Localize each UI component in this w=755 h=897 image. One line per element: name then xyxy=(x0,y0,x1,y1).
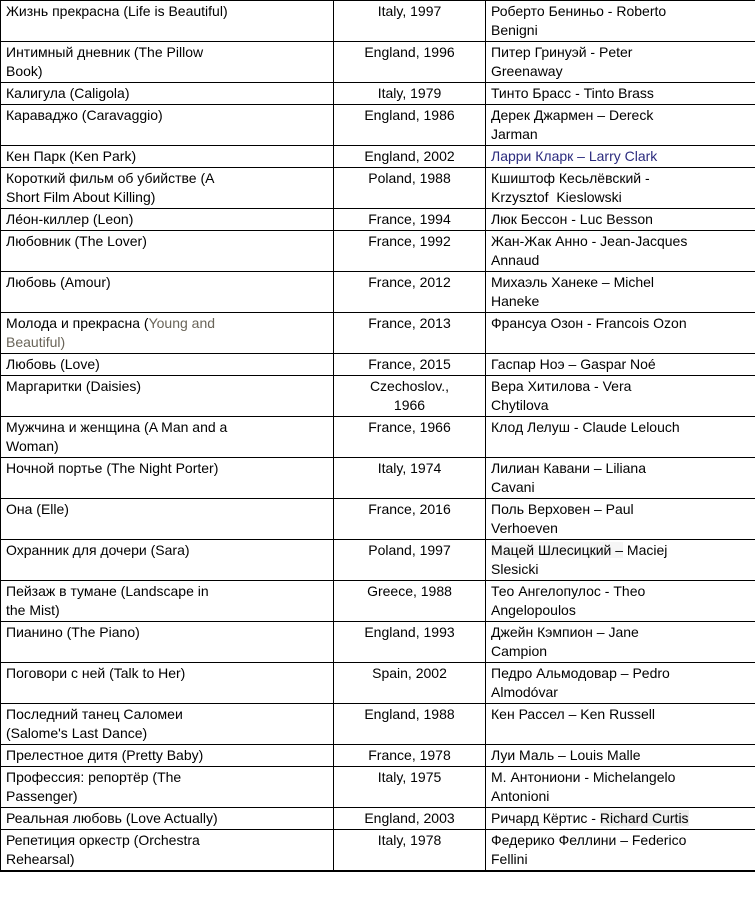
country-year-cell xyxy=(334,1,486,42)
director-text xyxy=(491,541,691,579)
director-text xyxy=(491,623,691,661)
text-segment: Любовь (Love) xyxy=(6,356,100,372)
text-segment: Короткий фильм об убийстве (A Short Film About Killing) xyxy=(6,170,218,205)
country-year-text xyxy=(354,273,466,292)
film-title-text xyxy=(6,43,228,81)
text-segment: Italy, 1979 xyxy=(377,85,442,101)
country-year-text xyxy=(354,459,466,478)
director-cell xyxy=(486,83,755,105)
country-year-cell xyxy=(334,146,486,168)
table-row xyxy=(1,168,755,209)
director-cell xyxy=(486,540,755,581)
country-year-cell xyxy=(334,105,486,146)
film-title-cell xyxy=(1,354,334,376)
table-row xyxy=(1,499,755,540)
director-cell xyxy=(486,417,755,458)
director-cell xyxy=(486,458,755,499)
text-segment: England, 2003 xyxy=(364,810,455,826)
country-year-text xyxy=(354,541,466,560)
table-row xyxy=(1,663,755,704)
director-cell xyxy=(486,376,755,417)
text-segment: France, 2015 xyxy=(368,356,451,372)
director-text xyxy=(491,459,691,497)
country-year-text xyxy=(354,314,466,333)
country-year-cell xyxy=(334,622,486,663)
film-title-cell xyxy=(1,105,334,146)
country-year-text xyxy=(354,664,466,683)
director-text xyxy=(491,582,691,620)
text-segment: Луи Маль – Louis Malle xyxy=(491,747,641,763)
director-cell xyxy=(486,313,755,354)
director-cell xyxy=(486,146,755,168)
director-text xyxy=(491,210,691,229)
table-row xyxy=(1,704,755,745)
text-segment: France, 1994 xyxy=(368,211,451,227)
text-segment: Poland, 1997 xyxy=(368,542,451,558)
film-title-cell xyxy=(1,663,334,704)
text-segment: Калигула (Caligola) xyxy=(6,85,130,101)
film-title-cell xyxy=(1,499,334,540)
film-title-text xyxy=(6,541,228,560)
country-year-text xyxy=(354,746,466,765)
text-segment: Франсуа Озон - Francois Ozon xyxy=(491,315,687,331)
director-text xyxy=(491,273,691,311)
text-segment: England, 1988 xyxy=(364,706,455,722)
text-segment: Поговори с ней (Talk to Her) xyxy=(6,665,186,681)
text-segment: Czechoslov., 1966 xyxy=(369,378,453,413)
director-text xyxy=(491,147,691,166)
director-cell xyxy=(486,272,755,313)
director-text xyxy=(491,500,691,538)
text-segment: Ле́он-киллер (Leon) xyxy=(6,211,134,227)
text-segment: Прелестное дитя (Pretty Baby) xyxy=(6,747,204,763)
text-segment: Маргаритки (Daisies) xyxy=(6,378,142,394)
film-title-text xyxy=(6,106,228,125)
country-year-text xyxy=(354,84,466,103)
film-title-text xyxy=(6,809,228,828)
director-text xyxy=(491,43,691,81)
film-title-text xyxy=(6,84,228,103)
director-cell xyxy=(486,168,755,209)
country-year-text xyxy=(354,768,466,787)
film-title-cell xyxy=(1,146,334,168)
director-cell xyxy=(486,209,755,231)
film-title-cell xyxy=(1,83,334,105)
director-text xyxy=(491,831,691,869)
text-segment: Михаэль Ханеке – Michel Haneke xyxy=(491,274,658,309)
director-cell xyxy=(486,704,755,745)
director-link[interactable]: Ларри Кларк – Larry Clark xyxy=(491,148,658,164)
text-segment: Young and Beautiful) xyxy=(6,315,219,350)
film-title-cell xyxy=(1,745,334,767)
director-cell xyxy=(486,231,755,272)
film-title-text xyxy=(6,664,228,683)
country-year-text xyxy=(354,169,466,188)
country-year-cell xyxy=(334,272,486,313)
film-title-cell xyxy=(1,209,334,231)
text-segment: France, 2013 xyxy=(368,315,451,331)
text-segment: Молода и прекрасна ( xyxy=(6,315,149,331)
film-title-text xyxy=(6,355,228,374)
text-segment: France, 2012 xyxy=(368,274,451,290)
text-segment: Гаспар Ноэ – Gaspar Noé xyxy=(491,356,656,372)
country-year-text xyxy=(354,705,466,724)
table-row xyxy=(1,354,755,376)
country-year-cell xyxy=(334,581,486,622)
country-year-cell xyxy=(334,417,486,458)
text-segment: England, 2002 xyxy=(364,148,455,164)
text-segment: Кен Парк (Ken Park) xyxy=(6,148,137,164)
country-year-text xyxy=(354,831,466,850)
country-year-text xyxy=(354,500,466,519)
film-title-cell xyxy=(1,42,334,83)
text-segment: France, 1966 xyxy=(368,419,451,435)
director-text xyxy=(491,418,691,437)
director-text xyxy=(491,746,691,765)
film-title-cell xyxy=(1,417,334,458)
text-segment: Любовник (The Lover) xyxy=(6,233,147,249)
country-year-text xyxy=(354,147,466,166)
film-title-text xyxy=(6,582,228,620)
highlighted-text: Мацей Шлесицкий – xyxy=(491,542,624,558)
director-cell xyxy=(486,1,755,42)
film-title-text xyxy=(6,314,228,352)
director-cell xyxy=(486,830,755,872)
table-row xyxy=(1,745,755,767)
country-year-text xyxy=(354,210,466,229)
country-year-cell xyxy=(334,704,486,745)
director-text xyxy=(491,169,691,207)
film-title-text xyxy=(6,2,228,21)
film-title-cell xyxy=(1,376,334,417)
director-cell xyxy=(486,767,755,808)
table-row xyxy=(1,540,755,581)
text-segment: France, 2016 xyxy=(368,501,451,517)
film-title-cell xyxy=(1,458,334,499)
table-row xyxy=(1,808,755,830)
text-segment: Реальная любовь (Love Actually) xyxy=(6,810,218,826)
text-segment: Кен Рассел – Ken Russell xyxy=(491,706,655,722)
text-segment: France, 1978 xyxy=(368,747,451,763)
film-title-cell xyxy=(1,272,334,313)
country-year-cell xyxy=(334,458,486,499)
film-title-text xyxy=(6,232,228,251)
director-cell xyxy=(486,808,755,830)
text-segment: Кшиштоф Кесьлёвский - Krzysztof Kieslowski xyxy=(491,170,654,205)
text-segment: England, 1993 xyxy=(364,624,455,640)
director-text xyxy=(491,705,691,724)
director-cell xyxy=(486,354,755,376)
text-segment: Дерек Джармен – Dereck Jarman xyxy=(491,107,658,142)
text-segment: Пианино (The Piano) xyxy=(6,624,140,640)
text-segment: Поль Верховен – Paul Verhoeven xyxy=(491,501,638,536)
director-cell xyxy=(486,499,755,540)
film-title-text xyxy=(6,459,228,478)
table-row xyxy=(1,42,755,83)
film-title-cell xyxy=(1,313,334,354)
director-text xyxy=(491,2,691,40)
table-row xyxy=(1,272,755,313)
country-year-cell xyxy=(334,376,486,417)
film-title-cell xyxy=(1,168,334,209)
director-cell xyxy=(486,42,755,83)
country-year-cell xyxy=(334,209,486,231)
text-segment: Педро Альмодовар – Pedro Almodóvar xyxy=(491,665,673,700)
country-year-cell xyxy=(334,354,486,376)
country-year-text xyxy=(354,582,466,601)
text-segment: Ночной портье (The Night Porter) xyxy=(6,460,219,476)
director-text xyxy=(491,377,691,415)
film-title-cell xyxy=(1,704,334,745)
country-year-text xyxy=(354,2,466,21)
table-row xyxy=(1,313,755,354)
country-year-cell xyxy=(334,83,486,105)
film-title-cell xyxy=(1,231,334,272)
table-row xyxy=(1,231,755,272)
director-cell xyxy=(486,581,755,622)
country-year-text xyxy=(354,106,466,125)
film-title-text xyxy=(6,210,228,229)
text-segment: Интимный дневник (The Pillow Book) xyxy=(6,44,207,79)
country-year-cell xyxy=(334,663,486,704)
country-year-text xyxy=(354,809,466,828)
text-segment: Роберто Бениньо - Roberto Benigni xyxy=(491,3,671,38)
text-segment: Она (Elle) xyxy=(6,501,69,517)
film-title-cell xyxy=(1,540,334,581)
text-segment: Питер Гринуэй - Peter Greenaway xyxy=(491,44,637,79)
table-row xyxy=(1,83,755,105)
film-title-text xyxy=(6,623,228,642)
table-row xyxy=(1,209,755,231)
director-text xyxy=(491,768,691,806)
film-title-cell xyxy=(1,830,334,872)
director-cell xyxy=(486,663,755,704)
director-text xyxy=(491,84,691,103)
text-segment: Федерико Феллини – Federico Fellini xyxy=(491,832,691,867)
country-year-cell xyxy=(334,767,486,808)
country-year-cell xyxy=(334,830,486,872)
film-title-text xyxy=(6,377,228,396)
text-segment: Жизнь прекрасна (Life is Beautiful) xyxy=(6,3,228,19)
film-title-text xyxy=(6,500,228,519)
country-year-cell xyxy=(334,231,486,272)
text-segment: Мужчина и женщина (A Man and a Woman) xyxy=(6,419,232,454)
country-year-text xyxy=(354,43,466,62)
film-title-text xyxy=(6,273,228,292)
country-year-cell xyxy=(334,745,486,767)
table-row xyxy=(1,622,755,663)
film-title-cell xyxy=(1,1,334,42)
text-segment: Профессия: репортёр (The Passenger) xyxy=(6,769,186,804)
text-segment: Репетиция оркестр (Orchestra Rehearsal) xyxy=(6,832,204,867)
table-row xyxy=(1,581,755,622)
films-table-body xyxy=(1,1,755,872)
text-segment: Italy, 1974 xyxy=(377,460,442,476)
table-row xyxy=(1,146,755,168)
film-title-text xyxy=(6,831,228,869)
country-year-text xyxy=(354,355,466,374)
highlighted-text: Richard Curtis xyxy=(599,810,689,826)
director-text xyxy=(491,809,691,828)
director-text xyxy=(491,106,691,144)
text-segment: Italy, 1978 xyxy=(377,832,442,848)
film-title-text xyxy=(6,169,228,207)
table-row xyxy=(1,1,755,42)
film-title-cell xyxy=(1,622,334,663)
table-row xyxy=(1,376,755,417)
text-segment: Охранник для дочери (Sara) xyxy=(6,542,190,558)
text-segment: Poland, 1988 xyxy=(368,170,451,186)
country-year-cell xyxy=(334,808,486,830)
text-segment: Ричард Кёртис - xyxy=(491,810,600,826)
text-segment: Любовь (Amour) xyxy=(6,274,111,290)
text-segment: Maciej Slesicki xyxy=(491,542,672,577)
film-title-cell xyxy=(1,767,334,808)
table-row xyxy=(1,105,755,146)
text-segment: Лилиан Кавани – Liliana Cavani xyxy=(491,460,650,495)
text-segment: Italy, 1975 xyxy=(377,769,442,785)
text-segment: Караваджо (Caravaggio) xyxy=(6,107,163,123)
film-title-text xyxy=(6,768,228,806)
text-segment: Italy, 1997 xyxy=(377,3,442,19)
director-text xyxy=(491,664,691,702)
text-segment: Spain, 2002 xyxy=(372,665,447,681)
text-segment: England, 1986 xyxy=(364,107,455,123)
director-text xyxy=(491,314,691,333)
director-cell xyxy=(486,745,755,767)
director-text xyxy=(491,232,691,270)
country-year-cell xyxy=(334,540,486,581)
country-year-text xyxy=(354,232,466,251)
table-row xyxy=(1,417,755,458)
film-title-cell xyxy=(1,581,334,622)
text-segment: Клод Лелуш - Claude Lelouch xyxy=(491,419,680,435)
director-cell xyxy=(486,105,755,146)
text-segment: France, 1992 xyxy=(368,233,451,249)
country-year-cell xyxy=(334,313,486,354)
table-row xyxy=(1,830,755,872)
film-title-text xyxy=(6,746,228,765)
text-segment: Greece, 1988 xyxy=(367,583,452,599)
table-row xyxy=(1,767,755,808)
table-row xyxy=(1,458,755,499)
country-year-cell xyxy=(334,168,486,209)
film-title-text xyxy=(6,705,228,743)
director-cell xyxy=(486,622,755,663)
text-segment: England, 1996 xyxy=(364,44,455,60)
text-segment: Вера Хитилова - Vera Chytilova xyxy=(491,378,636,413)
country-year-cell xyxy=(334,499,486,540)
text-segment: Жан-Жак Анно - Jean-Jacques Annaud xyxy=(491,233,691,268)
film-title-text xyxy=(6,147,228,166)
text-segment: Тео Ангелопулос - Theo Angelopoulos xyxy=(491,583,649,618)
text-segment: Люк Бессон - Luc Besson xyxy=(491,211,653,227)
text-segment: Последний танец Саломеи (Salome's Last Dance) xyxy=(6,706,187,741)
text-segment: Джейн Кэмпион – Jane Campion xyxy=(491,624,643,659)
country-year-cell xyxy=(334,42,486,83)
country-year-text xyxy=(354,623,466,642)
text-segment: Тинто Брасс - Tinto Brass xyxy=(491,85,654,101)
text-segment: Пейзаж в тумане (Landscape in the Mist) xyxy=(6,583,213,618)
text-segment: М. Антониони - Michelangelo Antonioni xyxy=(491,769,679,804)
film-title-text xyxy=(6,418,232,456)
director-text xyxy=(491,355,691,374)
country-year-text xyxy=(354,377,466,415)
film-title-cell xyxy=(1,808,334,830)
country-year-text xyxy=(354,418,466,437)
